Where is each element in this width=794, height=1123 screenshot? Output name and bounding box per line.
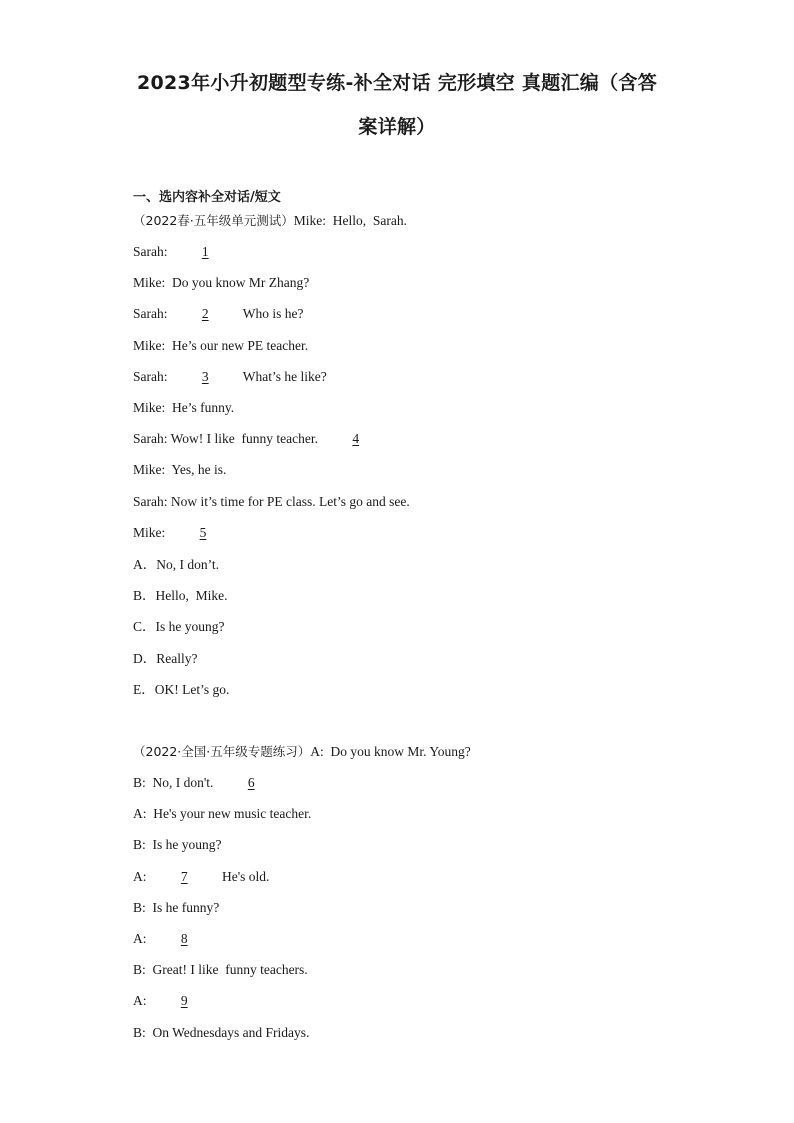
dialogue-line [133, 992, 215, 1010]
line-text: Sarah: Now it’s time for PE class. Let’s go and see. [133, 493, 410, 509]
line-text: Mike: [133, 524, 172, 540]
line-text-after: Who is he? [236, 306, 304, 322]
line-text: B: On Wednesdays and Fridays. [133, 1024, 310, 1040]
answer-blank[interactable]: 8 [180, 931, 188, 946]
section-heading: 一、选内容补全对话/短文 [133, 190, 281, 205]
dialogue-line [133, 524, 234, 542]
dialogue-line [133, 243, 236, 261]
line-text: Sarah: [133, 244, 175, 259]
answer-blank[interactable]: 3 [201, 368, 209, 384]
question-1-source: （2022春·五年级单元测试） [133, 213, 294, 228]
dialogue-line [133, 399, 234, 417]
answer-blank[interactable]: 5 [199, 524, 207, 540]
line-text: B: No, I don't. [133, 775, 221, 790]
question-2-source: （2022·全国·五年级专题练习） [133, 744, 311, 759]
answer-blank[interactable]: 2 [201, 306, 209, 322]
line-text: A: [133, 931, 154, 946]
line-text: Sarah: [133, 368, 175, 384]
question-2-intro-text: A: Do you know Mr. Young? [310, 744, 471, 759]
line-text: Mike: He’s funny. [133, 400, 235, 415]
dialogue-line [133, 774, 282, 792]
option-item: C．Is he young? [133, 619, 225, 635]
line-text: A: [133, 868, 154, 884]
dialogue-line [133, 430, 387, 448]
line-text: A: [133, 993, 154, 1009]
dialogue-line [133, 274, 309, 292]
question-2-intro [133, 743, 471, 761]
line-text: A: He's your new music teacher. [133, 806, 312, 822]
answer-blank[interactable]: 6 [247, 775, 255, 790]
dialogue-line [133, 805, 311, 823]
answer-blank[interactable]: 1 [201, 244, 209, 259]
answer-blank[interactable]: 4 [352, 431, 360, 447]
question-1-intro [133, 212, 407, 230]
line-text: Mike: He’s our new PE teacher. [133, 337, 309, 353]
document-title-line1: 2023年小升初题型专练-补全对话 完形填空 真题汇编（含答 [137, 72, 657, 94]
line-text: Mike: Do you know Mr Zhang? [133, 275, 310, 291]
dialogue-line [133, 493, 410, 511]
line-text: Sarah: Wow! I like funny teacher. [133, 431, 325, 447]
dialogue-line [133, 305, 304, 323]
dialogue-line [133, 868, 269, 886]
line-text: B: Is he young? [133, 837, 222, 853]
question-1-intro-text: Mike: Hello, Sarah. [293, 213, 408, 228]
line-text: Sarah: [133, 306, 175, 322]
dialogue-line [133, 930, 215, 948]
option-item: A．No, I don’t. [133, 557, 219, 572]
dialogue-line [133, 899, 219, 917]
dialogue-line [133, 337, 308, 355]
answer-blank[interactable]: 7 [180, 868, 188, 884]
option-item: E．OK! Let’s go. [133, 681, 230, 697]
dialogue-line [133, 1024, 309, 1042]
option-item: D．Really? [133, 650, 198, 666]
dialogue-line [133, 461, 226, 479]
answer-blank[interactable]: 9 [180, 993, 188, 1009]
line-text: B: Great! I like funny teachers. [133, 962, 308, 978]
document-title-line2: 案详解） [358, 116, 436, 138]
line-text-after: He's old. [215, 868, 270, 884]
line-text-after: What’s he like? [236, 368, 327, 384]
line-text: B: Is he funny? [133, 899, 220, 915]
dialogue-line [133, 368, 327, 386]
line-text: Mike: Yes, he is. [133, 462, 227, 478]
dialogue-line [133, 961, 308, 979]
option-item: B．Hello, Mike. [133, 588, 228, 604]
dialogue-line [133, 836, 222, 854]
